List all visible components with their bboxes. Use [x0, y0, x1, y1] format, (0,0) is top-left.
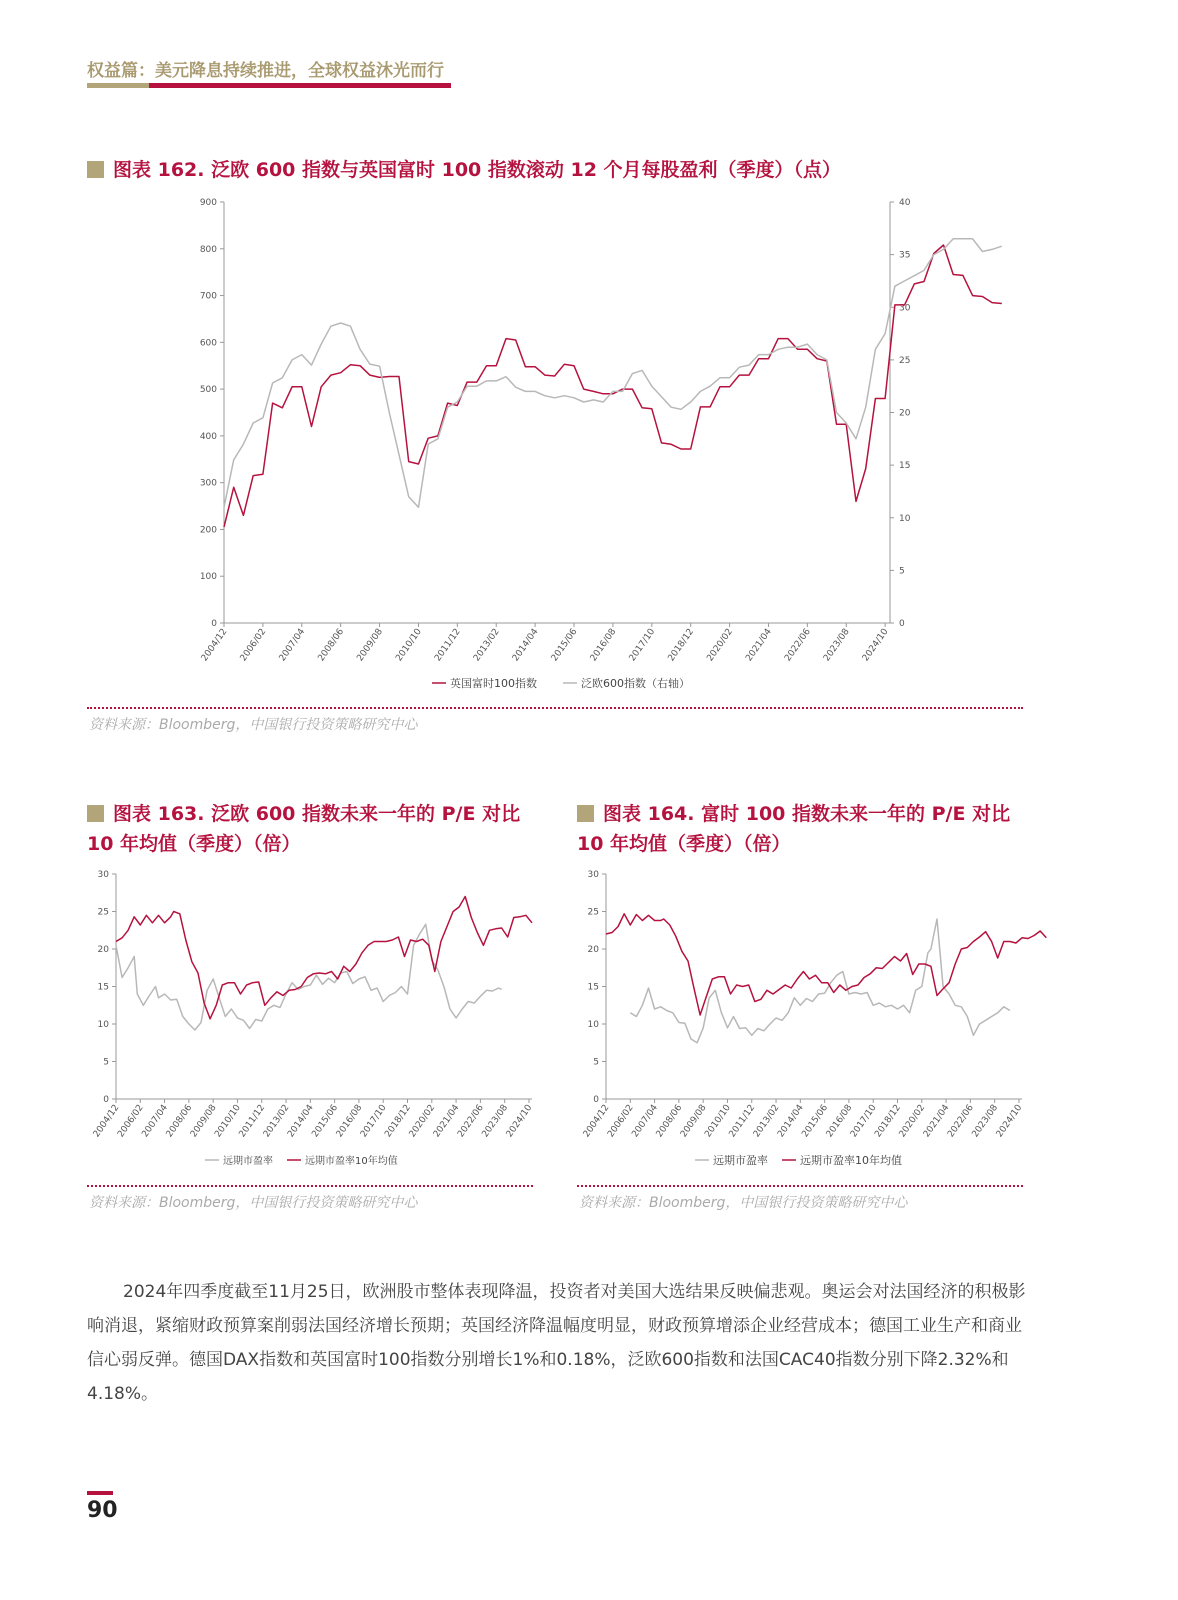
x-tick-label: 2013/02 [472, 626, 502, 664]
chart-164-source: 资料来源：Bloomberg，中国银行投资策略研究中心 [579, 1195, 908, 1211]
chart-162 [150, 190, 950, 695]
y-tick-label: 500 [199, 385, 217, 396]
legend-label: 远期市盈率 [713, 1154, 768, 1167]
x-tick-label: 2014/04 [776, 1102, 806, 1140]
y-tick-label: 30 [97, 870, 109, 880]
x-tick-label: 2006/02 [116, 1102, 146, 1140]
chart-164-title-line1: 图表 164. 富时 100 指数未来一年的 P/E 对比 [603, 803, 1011, 825]
chart-162-source: 资料来源：Bloomberg，中国银行投资策略研究中心 [89, 717, 418, 733]
x-tick-label: 2022/06 [946, 1102, 976, 1140]
y-tick-label: 20 [587, 945, 599, 955]
y-tick-label: 900 [199, 198, 217, 208]
x-tick-label: 2010/10 [213, 1102, 243, 1140]
x-tick-label: 2004/12 [581, 1102, 612, 1140]
x-tick-label: 2007/04 [630, 1102, 661, 1140]
chart-163-source: 资料来源：Bloomberg，中国银行投资策略研究中心 [89, 1195, 418, 1211]
x-tick-label: 2011/12 [433, 626, 463, 664]
x-tick-label: 2024/10 [994, 1102, 1025, 1140]
x-tick-label: 2017/10 [627, 626, 658, 664]
page-number-bar [87, 1491, 113, 1495]
y-tick-label: 30 [587, 870, 599, 880]
title-marker-icon [577, 805, 594, 822]
title-marker-icon [87, 805, 104, 822]
x-tick-label: 2016/08 [588, 626, 619, 664]
x-tick-label: 2013/02 [751, 1102, 782, 1140]
y-tick-label: 800 [199, 244, 217, 255]
y-tick-label: 15 [97, 982, 109, 993]
x-tick-label: 2017/10 [359, 1102, 389, 1140]
y-tick-label: 700 [199, 291, 217, 302]
y-tick-label-right: 25 [899, 355, 911, 366]
x-tick-label: 2008/06 [654, 1102, 685, 1140]
x-tick-label: 2022/06 [456, 1102, 486, 1140]
x-tick-label: 2009/08 [355, 626, 386, 664]
y-tick-label: 5 [593, 1057, 599, 1068]
y-tick-label: 400 [199, 431, 217, 442]
y-tick-label-right: 10 [899, 513, 911, 524]
y-tick-label: 10 [97, 1020, 109, 1030]
body-paragraph: 2024年四季度截至11月25日，欧洲股市整体表现降温，投资者对美国大选结果反映偏悲观。奥运会对法国经济的积极影响消退，紧缩财政预算案削弱法国经济增长预期；英国经济降温幅度明显，财政预算增添企业经营成本；德国工业生产和商业信心弱反弹。德国DAX指数和英国富时100指数分别增长1%和0.18%，泛欧600指数和法国CAC40指数分别下降2.32%和4.18%。 [87, 1282, 1026, 1404]
x-tick-label: 2015/06 [800, 1102, 831, 1140]
x-tick-label: 2022/06 [783, 626, 813, 664]
header-accent-bar-red [149, 83, 451, 88]
y-tick-label-right: 40 [899, 198, 911, 208]
series-line-2 [606, 914, 1046, 1015]
y-tick-label-right: 5 [899, 566, 905, 577]
x-tick-label: 2006/02 [606, 1102, 636, 1140]
series-line-1 [224, 245, 1002, 527]
legend-label: 远期市盈率 [223, 1156, 273, 1167]
y-tick-label: 0 [593, 1095, 599, 1105]
x-tick-label: 2015/06 [310, 1102, 341, 1140]
y-tick-label-right: 0 [899, 619, 905, 629]
y-tick-label: 600 [199, 338, 217, 349]
x-tick-label: 2018/12 [873, 1102, 903, 1140]
divider [87, 1185, 533, 1187]
x-tick-label: 2014/04 [510, 626, 541, 664]
legend-label: 远期市盈率10年均值 [305, 1156, 398, 1167]
x-tick-label: 2017/10 [849, 1102, 879, 1140]
x-tick-label: 2023/08 [822, 626, 852, 664]
y-tick-label-right: 35 [899, 250, 911, 261]
chart-162-title-text: 图表 162. 泛欧 600 指数与英国富时 100 指数滚动 12 个月每股盈利（季度）（点） [113, 159, 842, 181]
y-tick-label-right: 30 [899, 303, 911, 314]
x-tick-label: 2024/10 [860, 626, 891, 664]
x-tick-label: 2008/06 [316, 626, 347, 664]
y-tick-label: 5 [103, 1057, 109, 1068]
y-tick-label: 0 [103, 1095, 109, 1105]
series-line-2 [116, 897, 532, 1019]
y-tick-label: 0 [211, 619, 217, 629]
x-tick-label: 2010/10 [394, 626, 424, 664]
x-tick-label: 2011/12 [237, 1102, 268, 1140]
x-tick-label: 2020/02 [407, 1102, 438, 1140]
x-tick-label: 2009/08 [678, 1102, 709, 1140]
y-tick-label-right: 20 [899, 408, 911, 419]
x-tick-label: 2004/12 [91, 1102, 122, 1140]
chart-164-title-line2: 10 年均值（季度）（倍） [577, 833, 791, 855]
chart-163 [80, 862, 550, 1172]
x-tick-label: 2021/04 [431, 1102, 462, 1140]
x-tick-label: 2023/08 [970, 1102, 1001, 1140]
x-tick-label: 2020/02 [705, 626, 736, 664]
y-tick-label: 15 [587, 982, 599, 993]
y-tick-label: 100 [199, 572, 217, 583]
x-tick-label: 2018/12 [666, 626, 697, 664]
x-tick-label: 2006/02 [238, 626, 269, 664]
chart-162-title [87, 155, 1047, 185]
x-tick-label: 2023/08 [480, 1102, 511, 1140]
x-tick-label: 2007/04 [277, 626, 308, 664]
y-tick-label: 20 [97, 945, 109, 955]
x-tick-label: 2007/04 [140, 1102, 171, 1140]
y-tick-label: 200 [199, 525, 217, 536]
x-tick-label: 2021/04 [744, 626, 774, 664]
chart-164-title [577, 799, 1047, 859]
y-tick-label: 25 [97, 907, 109, 918]
chart-164 [570, 862, 1040, 1172]
chart-163-title [87, 799, 557, 859]
x-tick-label: 2016/08 [334, 1102, 365, 1140]
x-tick-label: 2008/06 [164, 1102, 195, 1140]
x-tick-label: 2018/12 [383, 1102, 413, 1140]
y-tick-label: 10 [587, 1020, 599, 1030]
chart-163-title-line1: 图表 163. 泛欧 600 指数未来一年的 P/E 对比 [113, 803, 521, 825]
x-tick-label: 2016/08 [824, 1102, 855, 1140]
legend-label: 远期市盈率10年均值 [800, 1154, 902, 1167]
x-tick-label: 2013/02 [261, 1102, 292, 1140]
x-tick-label: 2011/12 [727, 1102, 758, 1140]
divider [577, 1185, 1023, 1187]
x-tick-label: 2004/12 [199, 626, 230, 664]
x-tick-label: 2015/06 [549, 626, 580, 664]
divider [87, 707, 1023, 709]
y-tick-label: 25 [587, 907, 599, 918]
legend-label: 英国富时100指数 [450, 677, 537, 690]
x-tick-label: 2009/08 [188, 1102, 219, 1140]
header-accent-bar [87, 83, 149, 88]
section-header-title: 权益篇：美元降息持续推进，全球权益沐光而行 [87, 61, 444, 81]
y-tick-label-right: 15 [899, 461, 911, 472]
chart-163-title-line2: 10 年均值（季度）（倍） [87, 833, 301, 855]
x-tick-label: 2014/04 [286, 1102, 316, 1140]
legend-label: 泛欧600指数（右轴） [581, 677, 690, 690]
title-marker-icon [87, 161, 104, 178]
x-tick-label: 2020/02 [897, 1102, 928, 1140]
x-tick-label: 2010/10 [703, 1102, 733, 1140]
x-tick-label: 2021/04 [921, 1102, 952, 1140]
x-tick-label: 2024/10 [504, 1102, 535, 1140]
page-number: 90 [87, 1498, 118, 1523]
y-tick-label: 300 [199, 478, 217, 489]
